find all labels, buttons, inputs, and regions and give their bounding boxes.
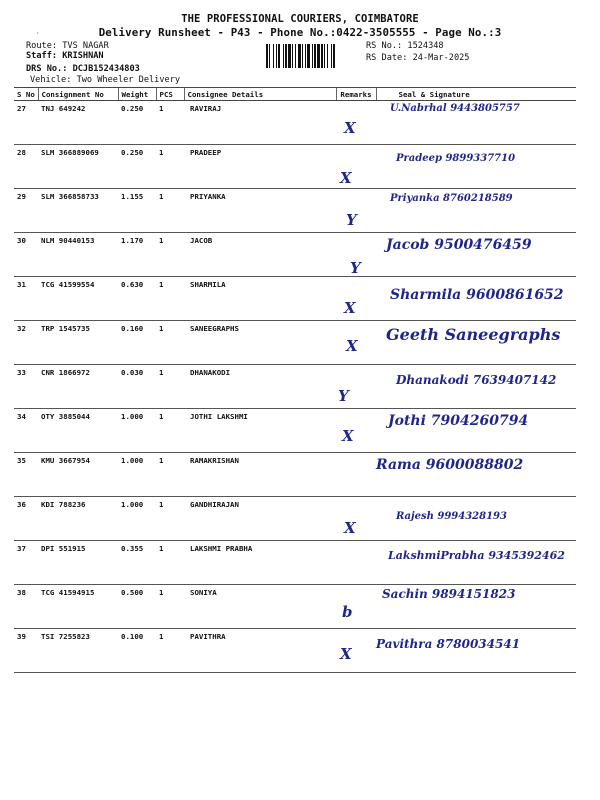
cell-weight: 0.100 [118, 629, 156, 673]
table-row [14, 145, 576, 189]
cell-consignment: NLM 90440153 [38, 233, 118, 277]
staff-label: Staff: KRISHNAN [26, 51, 104, 61]
cell-pcs: 1 [156, 189, 184, 233]
cell-weight: 1.000 [118, 497, 156, 541]
cell-remarks [336, 409, 376, 453]
table-row [14, 497, 576, 541]
handwritten-signature: Rama 9600088802 [376, 457, 524, 473]
table-row [14, 189, 576, 233]
table-row [14, 101, 576, 145]
cell-signature [376, 629, 576, 673]
cell-weight: 0.160 [118, 321, 156, 365]
cell-remarks [336, 541, 376, 585]
cell-remarks [336, 453, 376, 497]
cell-remarks [336, 101, 376, 145]
handwritten-signature: Geeth Saneegraphs [386, 325, 561, 344]
cell-consignment: TCG 41594915 [38, 585, 118, 629]
cell-signature [376, 321, 576, 365]
col-remarks: Remarks [336, 88, 376, 101]
cell-pcs: 1 [156, 541, 184, 585]
drs-label: DRS No.: DCJB152434803 [26, 64, 140, 74]
cell-sno: 37 [14, 541, 38, 585]
cell-weight: 0.250 [118, 101, 156, 145]
cell-consignment: SLM 366858733 [38, 189, 118, 233]
runsheet-subtitle: Delivery Runsheet - P43 - Phone No.:0422-3505555 - Page No.:3 [98, 26, 502, 39]
cell-weight: 1.000 [118, 453, 156, 497]
cell-weight: 0.250 [118, 145, 156, 189]
cell-consignment: SLM 366889069 [38, 145, 118, 189]
cell-sno: 38 [14, 585, 38, 629]
cell-signature [376, 453, 576, 497]
cell-remarks [336, 629, 376, 673]
cell-signature [376, 189, 576, 233]
cell-signature [376, 277, 576, 321]
cell-consignee: LAKSHMI PRABHA [184, 541, 336, 585]
remark-mark: Y [346, 211, 357, 229]
remark-mark: Y [338, 387, 349, 405]
cell-remarks [336, 585, 376, 629]
table-row [14, 321, 576, 365]
cell-consignee: GANDHIRAJAN [184, 497, 336, 541]
cell-sno: 31 [14, 277, 38, 321]
col-consignment: Consignment No [38, 88, 118, 101]
cell-consignee: PRADEEP [184, 145, 336, 189]
cell-sno: 36 [14, 497, 38, 541]
handwritten-signature: LakshmiPrabha 9345392462 [388, 549, 565, 562]
cell-pcs: 1 [156, 233, 184, 277]
cell-consignment: CNR 1866972 [38, 365, 118, 409]
cell-consignment: TNJ 649242 [38, 101, 118, 145]
cell-sno: 28 [14, 145, 38, 189]
cell-weight: 0.630 [118, 277, 156, 321]
table-row [14, 409, 576, 453]
cell-pcs: 1 [156, 409, 184, 453]
cell-consignee: PAVITHRA [184, 629, 336, 673]
handwritten-signature: Pradeep 9899337710 [396, 153, 516, 164]
cell-consignee: SONIYA [184, 585, 336, 629]
cell-pcs: 1 [156, 453, 184, 497]
cell-consignment: TSI 7255823 [38, 629, 118, 673]
remark-mark: X [340, 645, 352, 663]
table-row [14, 233, 576, 277]
col-seal-signature: Seal & Signature [376, 88, 576, 101]
barcode-image [266, 44, 360, 68]
cell-consignment: KMU 3667954 [38, 453, 118, 497]
vehicle-label: Vehicle: Two Wheeler Delivery [30, 75, 181, 85]
company-title: THE PROFESSIONAL COURIERS, COIMBATORE [181, 13, 419, 25]
cell-consignee: JOTHI LAKSHMI [184, 409, 336, 453]
table-row [14, 365, 576, 409]
cell-consignment: OTY 3885044 [38, 409, 118, 453]
cell-signature [376, 145, 576, 189]
delivery-table [14, 87, 576, 673]
cell-remarks [336, 497, 376, 541]
remark-mark: Y [350, 259, 361, 277]
rs-date: RS Date: 24-Mar-2025 [366, 53, 470, 63]
cell-pcs: 1 [156, 321, 184, 365]
cell-consignment: DPI 551915 [38, 541, 118, 585]
cell-signature [376, 409, 576, 453]
cell-remarks [336, 321, 376, 365]
cell-sno: 29 [14, 189, 38, 233]
col-consignee: Consignee Details [184, 88, 336, 101]
route-label: Route: TVS NAGAR [26, 41, 109, 51]
cell-signature [376, 497, 576, 541]
cell-pcs: 1 [156, 497, 184, 541]
handwritten-signature: U.Nabrhal 9443805757 [390, 103, 520, 114]
cell-remarks [336, 189, 376, 233]
cell-remarks [336, 365, 376, 409]
remark-mark: X [344, 299, 356, 317]
cell-sno: 33 [14, 365, 38, 409]
handwritten-signature: Jacob 9500476459 [386, 237, 532, 253]
cell-signature [376, 541, 576, 585]
table-row [14, 453, 576, 497]
cell-pcs: 1 [156, 101, 184, 145]
cell-remarks [336, 145, 376, 189]
cell-weight: 1.155 [118, 189, 156, 233]
handwritten-signature: Priyanka 8760218589 [390, 193, 513, 204]
cell-sno: 35 [14, 453, 38, 497]
table-row [14, 629, 576, 673]
cell-pcs: 1 [156, 145, 184, 189]
cell-consignee: JACOB [184, 233, 336, 277]
cell-consignee: RAVIRAJ [184, 101, 336, 145]
remark-mark: X [340, 169, 352, 187]
handwritten-signature: Rajesh 9994328193 [396, 511, 507, 522]
cell-consignee: RAMAKRISHAN [184, 453, 336, 497]
cell-pcs: 1 [156, 629, 184, 673]
cell-weight: 0.500 [118, 585, 156, 629]
table-header-row [14, 88, 576, 101]
cell-weight: 0.030 [118, 365, 156, 409]
cell-sno: 39 [14, 629, 38, 673]
cell-pcs: 1 [156, 277, 184, 321]
cell-signature [376, 365, 576, 409]
cell-signature [376, 101, 576, 145]
remark-mark: X [344, 519, 356, 537]
cell-sno: 34 [14, 409, 38, 453]
remark-mark: X [342, 427, 354, 445]
cell-remarks [336, 277, 376, 321]
cell-weight: 0.355 [118, 541, 156, 585]
cell-consignee: SHARMILA [184, 277, 336, 321]
table-row [14, 585, 576, 629]
cell-sno: 27 [14, 101, 38, 145]
table-row [14, 541, 576, 585]
cell-pcs: 1 [156, 365, 184, 409]
cell-signature [376, 585, 576, 629]
cell-weight: 1.000 [118, 409, 156, 453]
cell-consignment: TRP 1545735 [38, 321, 118, 365]
col-weight: Weight [118, 88, 156, 101]
handwritten-signature: Sachin 9894151823 [382, 587, 516, 601]
cell-consignee: DHANAKODI [184, 365, 336, 409]
remark-mark: b [342, 603, 353, 621]
cell-consignee: PRIYANKA [184, 189, 336, 233]
scan-dot: · [36, 30, 40, 37]
handwritten-signature: Dhanakodi 7639407142 [396, 373, 557, 387]
cell-sno: 32 [14, 321, 38, 365]
remark-mark: X [346, 337, 358, 355]
cell-remarks [336, 233, 376, 277]
cell-consignment: TCG 41599554 [38, 277, 118, 321]
handwritten-signature: Jothi 7904260794 [388, 413, 529, 429]
col-sno: S No [14, 88, 38, 101]
cell-signature [376, 233, 576, 277]
cell-consignee: SANEEGRAPHS [184, 321, 336, 365]
col-pcs: PCS [156, 88, 184, 101]
cell-sno: 30 [14, 233, 38, 277]
table-row [14, 277, 576, 321]
cell-weight: 1.170 [118, 233, 156, 277]
cell-pcs: 1 [156, 585, 184, 629]
rs-number: RS No.: 1524348 [366, 41, 444, 51]
handwritten-signature: Pavithra 8780034541 [376, 637, 521, 651]
remark-mark: X [344, 119, 356, 137]
handwritten-signature: Sharmila 9600861652 [390, 287, 564, 303]
cell-consignment: KDI 788236 [38, 497, 118, 541]
